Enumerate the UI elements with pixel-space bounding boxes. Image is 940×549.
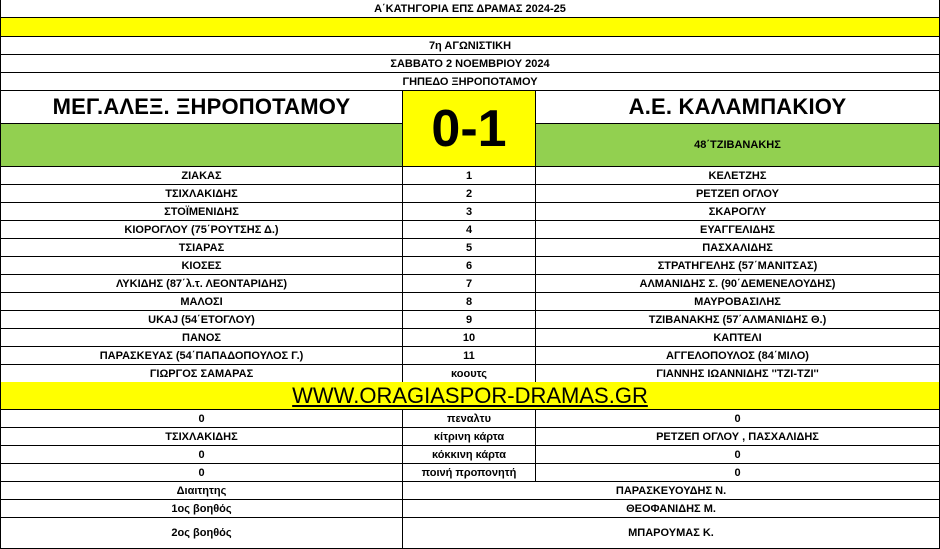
lineup-away-player: ΠΑΣΧΑΛΙΔΗΣ	[536, 239, 940, 257]
home-team-name: ΜΕΓ.ΑΛΕΞ. ΞΗΡΟΠΟΤΑΜΟΥ	[0, 91, 403, 124]
lineup-shirt-number: 3	[403, 203, 536, 221]
lineup-away-player: ΓΙΑΝΝΗΣ ΙΩΑΝΝΙΔΗΣ ''ΤΖΙ-ΤΖΙ''	[536, 365, 940, 383]
website-link[interactable]: WWW.ORAGIASPOR-DRAMAS.GR	[292, 382, 648, 408]
lineup-shirt-number: 10	[403, 329, 536, 347]
official-name: ΜΠΑΡΟΥΜΑΣ Κ.	[403, 518, 940, 549]
home-scorers	[0, 124, 403, 167]
lineup-away-player: ΑΓΓΕΛΟΠΟΥΛΟΣ (84΄ΜΙΛΟ)	[536, 347, 940, 365]
lineup-home-player: ΛΥΚΙΔΗΣ (87΄λ.τ. ΛΕΟΝΤΑΡΙΔΗΣ)	[0, 275, 403, 293]
lineup-home-player: ΚΙΟΣΕΣ	[0, 257, 403, 275]
stat-away-value: 0	[536, 410, 940, 428]
stat-home-value: ΤΣΙΧΛΑΚΙΔΗΣ	[0, 428, 403, 446]
stadium-label: ΓΗΠΕΔΟ ΞΗΡΟΠΟΤΑΜΟΥ	[0, 73, 940, 91]
website-banner	[0, 382, 940, 410]
lineup-home-player: ΖΙΑΚΑΣ	[0, 167, 403, 185]
lineup-home-player: ΚΙΟΡΟΓΛΟΥ (75΄ΡΟΥΤΣΗΣ Δ.)	[0, 221, 403, 239]
lineup-home-player: ΓΙΩΡΓΟΣ ΣΑΜΑΡΑΣ	[0, 365, 403, 383]
lineup-away-player: ΜΑΥΡΟΒΑΣΙΛΗΣ	[536, 293, 940, 311]
lineup-shirt-number: 1	[403, 167, 536, 185]
official-name: ΠΑΡΑΣΚΕΥΟΥΔΗΣ Ν.	[403, 482, 940, 500]
stat-away-value: 0	[536, 446, 940, 464]
lineup-home-player: ΜΑΛΟΣΙ	[0, 293, 403, 311]
stat-label: κόκκινη κάρτα	[403, 446, 536, 464]
away-scorers: 48΄ΤΖΙΒΑΝΑΚΗΣ	[536, 124, 940, 167]
lineup-shirt-number: 5	[403, 239, 536, 257]
lineup-shirt-number: 4	[403, 221, 536, 239]
lineup-shirt-number: 2	[403, 185, 536, 203]
lineup-shirt-number: 7	[403, 275, 536, 293]
lineup-home-player: UKAJ (54΄ΕΤΟΓΛΟΥ)	[0, 311, 403, 329]
lineup-home-player: ΠΑΡΑΣΚΕΥΑΣ (54΄ΠΑΠΑΔΟΠΟΥΛΟΣ Γ.)	[0, 347, 403, 365]
official-role: Διαιτητης	[0, 482, 403, 500]
lineup-shirt-number: 9	[403, 311, 536, 329]
stat-home-value: 0	[0, 464, 403, 482]
lineup-home-player: ΤΣΙΧΛΑΚΙΔΗΣ	[0, 185, 403, 203]
away-team-name: Α.Ε. ΚΑΛΑΜΠΑΚΙΟΥ	[536, 91, 940, 124]
stat-label: πεναλτυ	[403, 410, 536, 428]
lineup-away-player: ΤΖΙΒΑΝΑΚΗΣ (57΄ΑΛΜΑΝΙΔΗΣ Θ.)	[536, 311, 940, 329]
lineup-away-player: ΣΤΡΑΤΗΓΕΛΗΣ (57΄ΜΑΝΙΤΣΑΣ)	[536, 257, 940, 275]
stat-label: κίτρινη κάρτα	[403, 428, 536, 446]
lineup-shirt-number: 6	[403, 257, 536, 275]
stat-away-value: 0	[536, 464, 940, 482]
lineup-shirt-number: 11	[403, 347, 536, 365]
match-date: ΣΑΒΒΑΤΟ 2 ΝΟΕΜΒΡΙΟΥ 2024	[0, 55, 940, 73]
lineup-away-player: ΑΛΜΑΝΙΔΗΣ Σ. (90΄ΔΕΜΕΝΕΛΟΥΔΗΣ)	[536, 275, 940, 293]
lineup-away-player: ΡΕΤΖΕΠ ΟΓΛΟΥ	[536, 185, 940, 203]
lineup-home-player: ΤΣΙΑΡΑΣ	[0, 239, 403, 257]
league-title: Α΄ΚΑΤΗΓΟΡΙΑ ΕΠΣ ΔΡΑΜΑΣ 2024-25	[0, 0, 940, 18]
stat-home-value: 0	[0, 446, 403, 464]
official-role: 2ος βοηθός	[0, 518, 403, 549]
lineup-shirt-number: 8	[403, 293, 536, 311]
lineup-away-player: ΚΕΛΕΤΖΗΣ	[536, 167, 940, 185]
stat-away-value: ΡΕΤΖΕΠ ΟΓΛΟΥ , ΠΑΣΧΑΛΙΔΗΣ	[536, 428, 940, 446]
yellow-band-top	[0, 18, 940, 37]
lineup-home-player: ΠΑΝΟΣ	[0, 329, 403, 347]
lineup-home-player: ΣΤΟΪΜΕΝΙΔΗΣ	[0, 203, 403, 221]
round-label: 7η ΑΓΩΝΙΣΤΙΚΗ	[0, 37, 940, 55]
lineup-shirt-number: κοουτς	[403, 365, 536, 383]
official-role: 1ος βοηθός	[0, 500, 403, 518]
score: 0-1	[403, 91, 536, 167]
stat-label: ποινή προπονητή	[403, 464, 536, 482]
lineup-away-player: ΕΥΑΓΓΕΛΙΔΗΣ	[536, 221, 940, 239]
stat-home-value: 0	[0, 410, 403, 428]
lineup-away-player: ΣΚΑΡΟΓΛΥ	[536, 203, 940, 221]
official-name: ΘΕΟΦΑΝΙΔΗΣ Μ.	[403, 500, 940, 518]
lineup-away-player: ΚΑΠΤΕΛΙ	[536, 329, 940, 347]
